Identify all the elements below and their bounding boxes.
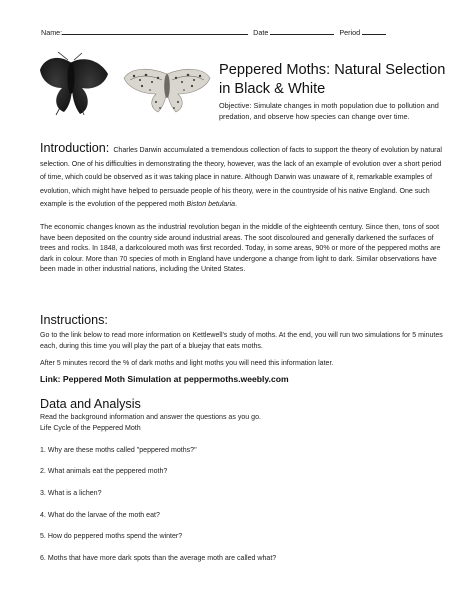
light-moth-image [122, 64, 212, 114]
question-4: 4. What do the larvae of the moth eat? [40, 512, 160, 519]
question-3: 3. What is a lichen? [40, 490, 102, 497]
species-name: Biston betularia [186, 201, 236, 209]
question-6: 6. Moths that have more dark spots than the average moth are called what? [40, 555, 277, 562]
dark-moth-image [38, 52, 112, 116]
date-label: Date [253, 28, 269, 37]
data-analysis-intro [40, 413, 446, 434]
introduction-text [40, 147, 442, 208]
data-analysis-line-1: Read the background information and answer the questions as you go. [40, 414, 261, 421]
header-fields [41, 27, 386, 37]
data-analysis-line-2: Life Cycle of the Peppered Moth [40, 424, 141, 432]
date-blank [270, 27, 334, 35]
question-5: 5. How do peppered moths spend the winter? [40, 533, 183, 540]
simulation-link[interactable]: Link: Peppered Moth Simulation at peppermoths.weebly.com [40, 374, 289, 384]
question-2: 2. What animals eat the peppered moth? [40, 468, 168, 475]
instructions-heading: Instructions: [40, 313, 108, 327]
data-analysis-heading: Data and Analysis [40, 397, 141, 411]
industrial-revolution-paragraph: The economic changes known as the industrial revolution began in the middle of the eighteenth century. Since then, tons of soot have been deposited on the country side around industrial areas. The soot discoloured and generally darkened the surfaces of trees and rocks. In 1848, a darkcoloured moth was first recorded. Today, in some areas, 90% or more of the peppered moths are dark in colour. More than 70 species of moth in England have undergone a change from light to dark. Similar observations have been made in other industrial nations, including the United States. [40, 224, 441, 274]
period-blank [362, 27, 386, 35]
introduction-section [40, 143, 446, 211]
instructions-paragraph-1: Go to the link below to read more information on Kettlewell's study of moths. At the end, you will run two simulations for 5 minutes each, during this time you will play the part of a bluejay that eats moths. [40, 332, 443, 350]
introduction-text-end: . [235, 201, 238, 209]
name-label: Name: [41, 28, 63, 37]
introduction-text-main: Charles Darwin accumulated a tremendous collection of facts to support the theory of evolution by natural selection. One of his difficulties in demonstrating the theory, however, was the lack of an example of evolution over a short period of time, which could be observed as it was taking place in nature. Although Darwin was unaware of it, remarkable examples of evolution, which might have helped to persuade people of his theory, were in the countryside of his native England. One such example is the evolution of the peppered moth [40, 147, 442, 209]
period-label: Period [339, 28, 361, 37]
introduction-heading: Introduction: [40, 141, 110, 155]
question-1: 1. Why are these moths called "peppered moths?" [40, 447, 197, 454]
name-blank [62, 27, 248, 35]
worksheet-title: Peppered Moths: Natural Selection in Black & White [219, 62, 446, 97]
instructions-paragraph-2: After 5 minutes record the % of dark moths and light moths you will need this information later. [40, 360, 334, 367]
objective-text: Objective: Simulate changes in moth population due to pollution and predation, and observe how species can change over time. [219, 101, 439, 121]
